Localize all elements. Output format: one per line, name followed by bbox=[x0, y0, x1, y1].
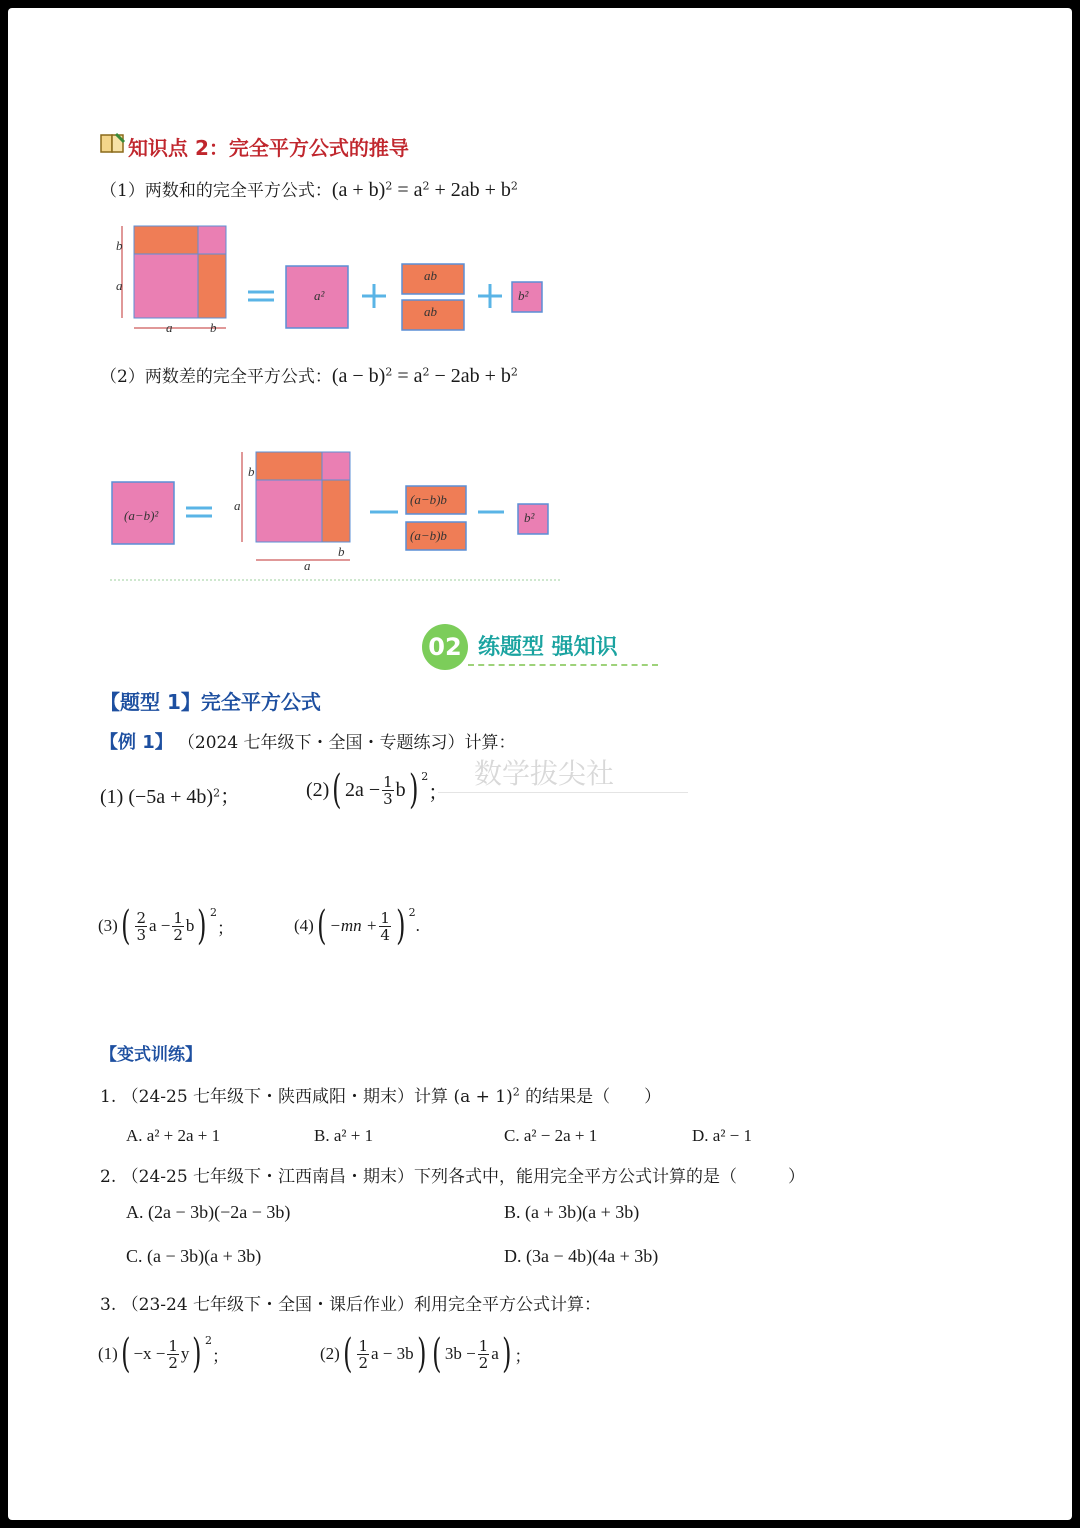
diagram2-label-a-bottom: a bbox=[304, 558, 311, 573]
a-minus-b-squared-label: (a−b)² bbox=[124, 508, 159, 523]
section-number-badge: 02 bbox=[422, 624, 468, 670]
ab-label-2: ab bbox=[424, 304, 437, 319]
example1-problem-2: (2) ( 2a − $\frac{1}{3}$ b ) $^2$ ； bbox=[306, 767, 449, 813]
q1-option-d: D. a² − 1 bbox=[692, 1126, 753, 1145]
example1-label: 【例 1】 bbox=[100, 732, 173, 753]
q2-option-b: B. (a + 3b)(a + 3b) bbox=[504, 1202, 640, 1222]
b-squared-label-2: b² bbox=[524, 510, 535, 525]
diagram2-label-b-left: b bbox=[248, 464, 255, 479]
formula-line-2: （2）两数差的完全平方公式：$(a - b)^2 = a^2 - 2ab + b^2$ bbox=[100, 365, 518, 387]
sum-square-diagram bbox=[108, 218, 548, 338]
watermark-line bbox=[438, 792, 688, 793]
practice-label: 【变式训练】 bbox=[100, 1045, 202, 1065]
section-title: 练题型 强知识 bbox=[478, 635, 618, 660]
q1-option-a: A. a² + 2a + 1 bbox=[126, 1126, 221, 1145]
question-1: 1. （24-25 七年级下・陕西咸阳・期末）计算 $(a + 1)^2$ 的结果是（ ） bbox=[100, 1085, 662, 1107]
example1-header bbox=[100, 728, 516, 754]
example1-problem-3: (3) ( $\frac{2}{3}$ a − $\frac{1}{2}$ b ) $^2$ ； bbox=[98, 903, 235, 949]
ab-label-1: ab bbox=[424, 268, 437, 283]
q2-option-a: A. (2a − 3b)(−2a − 3b) bbox=[126, 1202, 291, 1222]
q2-option-d: D. (3a − 4b)(4a + 3b) bbox=[504, 1246, 659, 1266]
question-2: 2. （24-25 七年级下・江西南昌・期末）下列各式中，能用完全平方公式计算的是（ ） bbox=[100, 1167, 806, 1187]
amb-b-label-2: (a−b)b bbox=[410, 528, 447, 543]
diagram2-label-a-left: a bbox=[234, 498, 241, 513]
question-3-part-1: (1) ( −x − $\frac{1}{2}$ y ) $^2$ ； bbox=[98, 1331, 230, 1377]
amb-b-label-1: (a−b)b bbox=[410, 492, 447, 507]
section-underline bbox=[468, 664, 658, 666]
diagram1-label-b-bottom: b bbox=[210, 320, 217, 335]
diagram2-label-b-bottom: b bbox=[338, 544, 345, 559]
book-icon bbox=[100, 132, 126, 160]
knowledge-point-title: 知识点 2：完全平方公式的推导 bbox=[128, 136, 409, 160]
type1-title: 【题型 1】完全平方公式 bbox=[100, 690, 321, 714]
watermark: 数学拔尖社 bbox=[474, 757, 615, 790]
formula-line-1: （1）两数和的完全平方公式：$(a + b)^2 = a^2 + 2ab + b^2$ bbox=[100, 179, 518, 201]
diagram1-label-a-bottom: a bbox=[166, 320, 173, 335]
q1-option-b: B. a² + 1 bbox=[314, 1126, 374, 1145]
example1-problem-4: (4) ( −mn + $\frac{1}{4}$ ) $^2$ . bbox=[294, 903, 420, 949]
formula-1-label: （1）两数和的完全平方公式： bbox=[100, 181, 332, 201]
document-page bbox=[8, 8, 1072, 1520]
question-3: 3. （23-24 七年级下・全国・课后作业）利用完全平方公式计算： bbox=[100, 1295, 602, 1315]
question-3-part-2: (2) ( $\frac{1}{2}$ a − 3b ) ( 3b − $\frac{1}{2}$ a ) ； bbox=[320, 1331, 532, 1377]
example1-problem-1: (1) $(-5a + 4b)^2$； bbox=[100, 786, 241, 808]
formula-2-label: （2）两数差的完全平方公式： bbox=[100, 367, 332, 387]
q1-option-c: C. a² − 2a + 1 bbox=[504, 1126, 598, 1145]
a-squared-label: a² bbox=[314, 288, 325, 303]
difference-square-diagram bbox=[104, 444, 564, 584]
q2-option-c: C. (a − 3b)(a + 3b) bbox=[126, 1246, 262, 1266]
example1-source: （2024 七年级下・全国・专题练习）计算： bbox=[177, 733, 516, 753]
diagram1-label-a-left: a bbox=[116, 278, 123, 293]
diagram1-label-b-left: b bbox=[116, 238, 123, 253]
b-squared-label: b² bbox=[518, 288, 529, 303]
